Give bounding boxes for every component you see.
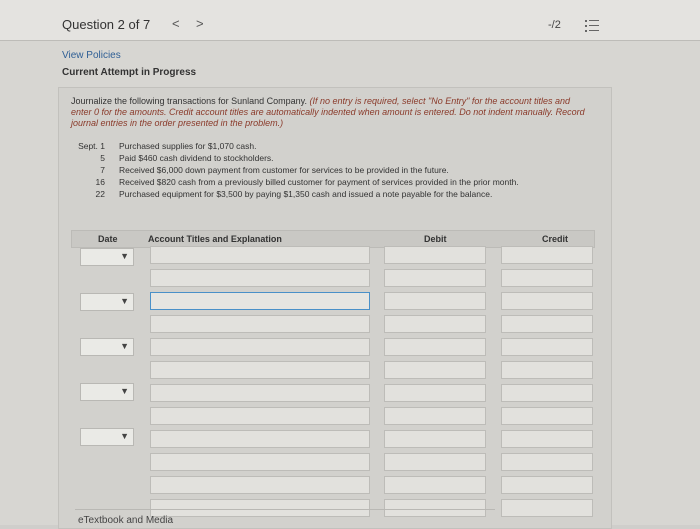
transaction-row [75, 189, 492, 199]
debit-input[interactable] [384, 338, 486, 356]
credit-input[interactable] [501, 246, 593, 264]
credit-input[interactable] [501, 407, 593, 425]
transaction-text: Received $6,000 down payment from customer for services to be provided in the future. [119, 165, 449, 175]
transaction-text: Received $820 cash from a previously billed customer for payment of services provided in the prior month. [119, 177, 519, 187]
debit-input[interactable] [384, 269, 486, 287]
account-input[interactable] [150, 269, 370, 287]
transaction-day: 5 [100, 153, 105, 163]
account-input[interactable] [150, 246, 370, 264]
credit-input[interactable] [501, 315, 593, 333]
next-question-button[interactable]: > [196, 16, 204, 31]
debit-input[interactable] [384, 430, 486, 448]
credit-input[interactable] [501, 430, 593, 448]
debit-input[interactable] [384, 499, 486, 517]
account-input[interactable] [150, 315, 370, 333]
date-select[interactable] [80, 428, 134, 446]
transaction-text: Paid $460 cash dividend to stockholders. [119, 153, 274, 163]
current-attempt-label: Current Attempt in Progress [62, 67, 197, 78]
credit-input[interactable] [501, 361, 593, 379]
transaction-row [75, 141, 257, 151]
account-input[interactable] [150, 476, 370, 494]
account-input[interactable] [150, 384, 370, 402]
debit-input[interactable] [384, 384, 486, 402]
transaction-text: Purchased equipment for $3,500 by paying $1,350 cash and issued a note payable for the balance. [119, 189, 493, 199]
date-column-header: Date [98, 234, 118, 244]
transaction-day: 7 [100, 165, 105, 175]
question-label: Question 2 of 7 [62, 17, 151, 32]
chevron-down-icon: ▼ [120, 296, 129, 306]
account-input[interactable] [150, 430, 370, 448]
content-area [0, 41, 700, 525]
chevron-down-icon: ▼ [120, 386, 129, 396]
account-column-header: Account Titles and Explanation [148, 234, 282, 244]
transaction-text: Purchased supplies for $1,070 cash. [119, 141, 257, 151]
debit-input[interactable] [384, 246, 486, 264]
transaction-day: 22 [95, 189, 105, 199]
date-select[interactable] [80, 383, 134, 401]
account-input[interactable] [150, 361, 370, 379]
credit-input[interactable] [501, 384, 593, 402]
divider [75, 509, 495, 510]
transaction-day: Sept. 1 [78, 141, 105, 151]
credit-input[interactable] [501, 476, 593, 494]
credit-input[interactable] [501, 453, 593, 471]
instructions-note: (If no entry is required, select "No Entry" for the account titles and enter 0 for the amounts. Credit account titles are automatically indented when amount is entered. Do not indent manually. Record journal entries in the order presented in the problem.) [71, 96, 585, 128]
chevron-down-icon: ▼ [120, 251, 129, 261]
instructions-main: Journalize the following transactions for Sunland Company. [71, 96, 310, 106]
etextbook-media-link[interactable]: eTextbook and Media [78, 515, 174, 526]
debit-column-header: Debit [424, 234, 447, 244]
chevron-down-icon: ▼ [120, 341, 129, 351]
transaction-row [75, 153, 274, 163]
credit-input[interactable] [501, 499, 593, 517]
credit-input[interactable] [501, 338, 593, 356]
credit-input[interactable] [501, 292, 593, 310]
account-input[interactable] [150, 453, 370, 471]
question-list-icon[interactable] [585, 20, 599, 32]
account-input[interactable] [150, 407, 370, 425]
question-panel [58, 87, 612, 529]
transaction-row [75, 165, 449, 175]
date-select[interactable] [80, 248, 134, 266]
date-select[interactable] [80, 293, 134, 311]
instructions [71, 96, 591, 129]
view-policies-link[interactable]: View Policies [62, 50, 121, 61]
debit-input[interactable] [384, 453, 486, 471]
account-input[interactable] [150, 338, 370, 356]
debit-input[interactable] [384, 476, 486, 494]
top-bar [0, 0, 700, 41]
credit-input[interactable] [501, 269, 593, 287]
chevron-down-icon: ▼ [120, 431, 129, 441]
transaction-day: 16 [95, 177, 105, 187]
date-select[interactable] [80, 338, 134, 356]
debit-input[interactable] [384, 292, 486, 310]
debit-input[interactable] [384, 315, 486, 333]
transaction-row [75, 177, 519, 187]
question-score: -/2 [548, 19, 561, 31]
account-input[interactable] [150, 499, 370, 517]
debit-input[interactable] [384, 407, 486, 425]
credit-column-header: Credit [542, 234, 569, 244]
account-input[interactable] [150, 292, 370, 310]
debit-input[interactable] [384, 361, 486, 379]
previous-question-button[interactable]: < [172, 16, 180, 31]
